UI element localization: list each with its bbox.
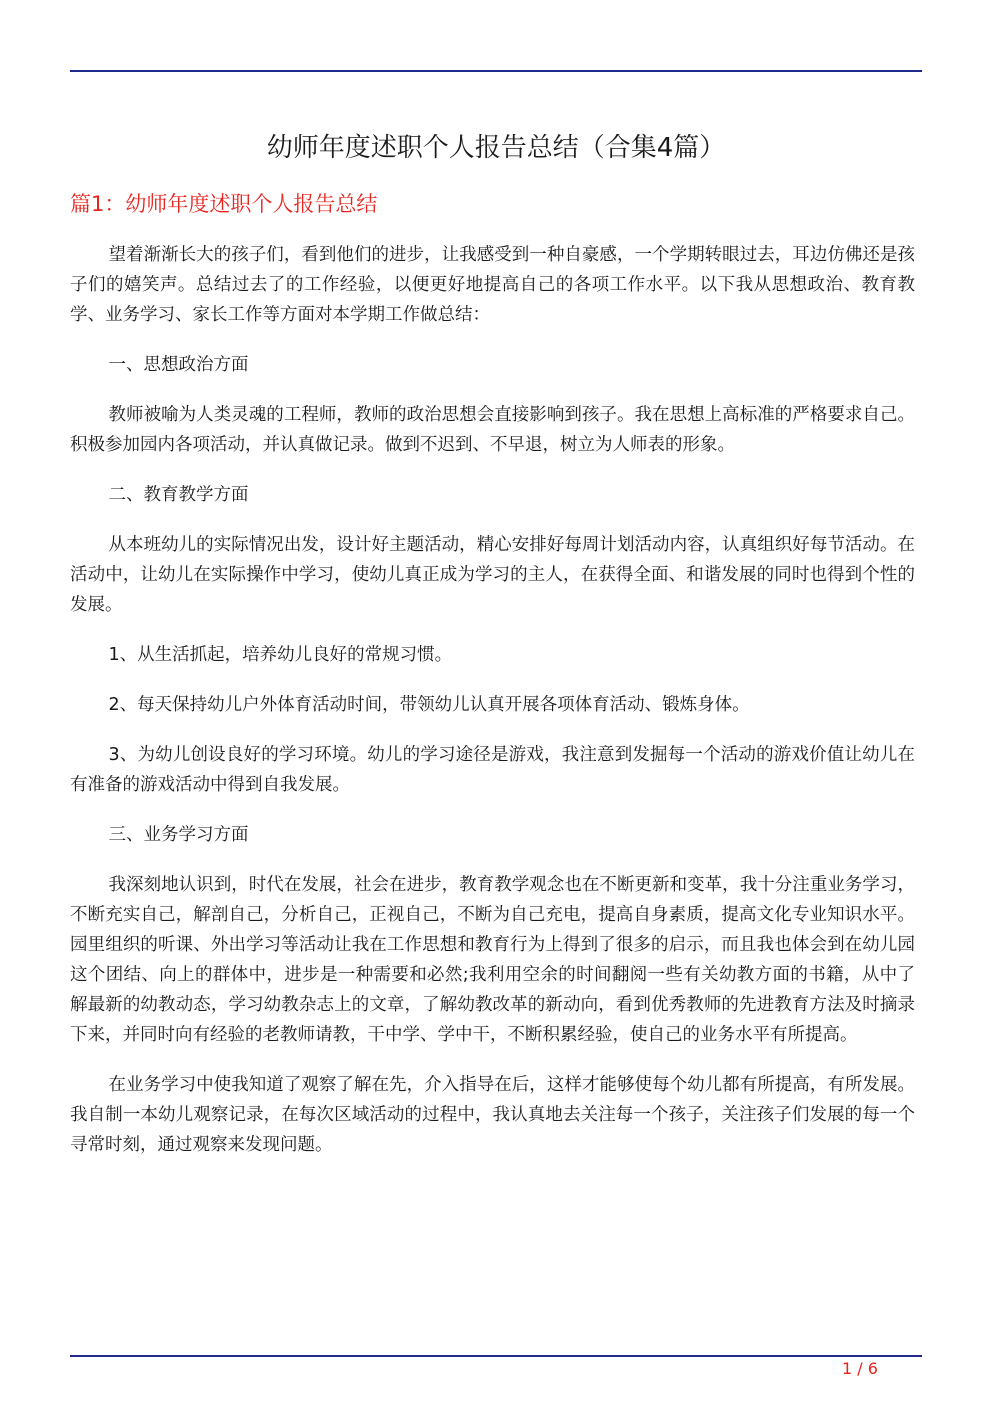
subheading: 三、业务学习方面 bbox=[108, 825, 249, 845]
bottom-rule bbox=[70, 1355, 922, 1357]
document-title: 幼师年度述职个人报告总结（合集4篇） bbox=[266, 133, 726, 163]
list-item: 1、从生活抓起，培养幼儿良好的常规习惯。 bbox=[108, 645, 453, 665]
subheading: 二、教育教学方面 bbox=[108, 485, 249, 505]
list-item: 3、为幼儿创设良好的学习环境。幼儿的学习途径是游戏，我注意到发掘每一个活动的游戏价值让幼儿在有准备的游戏活动中得到自我发展。 bbox=[70, 745, 915, 795]
document-body bbox=[70, 240, 915, 1180]
top-rule bbox=[70, 70, 922, 72]
paragraph: 从本班幼儿的实际情况出发，设计好主题活动，精心安排好每周计划活动内容，认真组织好每节活动。在活动中，让幼儿在实际操作中学习，使幼儿真正成为学习的主人，在获得全面、和谐发展的同时也得到个性的发展。 bbox=[70, 535, 915, 615]
section-title: 篇1：幼师年度述职个人报告总结 bbox=[70, 192, 378, 216]
subheading: 一、思想政治方面 bbox=[108, 355, 249, 375]
paragraph: 我深刻地认识到，时代在发展，社会在进步，教育教学观念也在不断更新和变革，我十分注重业务学习，不断充实自己，解剖自己，分析自己，正视自己，不断为自己充电，提高自身素质，提高文化专业知识水平。园里组织的听课、外出学习等活动让我在工作思想和教育行为上得到了很多的启示，而且我也体会到在幼儿园这个团结、向上的群体中，进步是一种需要和必然;我利用空余的时间翻阅一些有关幼教方面的书籍，从中了解最新的幼教动态，学习幼教杂志上的文章，了解幼教改革的新动向，看到优秀教师的先进教育方法及时摘录下来，并同时向有经验的老教师请教，干中学、学中干，不断积累经验，使自己的业务水平有所提高。 bbox=[70, 875, 915, 1045]
paragraph: 教师被喻为人类灵魂的工程师，教师的政治思想会直接影响到孩子。我在思想上高标准的严格要求自己。积极参加园内各项活动，并认真做记录。做到不迟到、不早退，树立为人师表的形象。 bbox=[70, 405, 915, 455]
page-number: 1 / 6 bbox=[842, 1359, 878, 1378]
paragraph: 在业务学习中使我知道了观察了解在先，介入指导在后，这样才能够使每个幼儿都有所提高，有所发展。我自制一本幼儿观察记录，在每次区域活动的过程中，我认真地去关注每一个孩子，关注孩子们发展的每一个寻常时刻，通过观察来发现问题。 bbox=[70, 1075, 915, 1155]
list-item: 2、每天保持幼儿户外体育活动时间，带领幼儿认真开展各项体育活动、锻炼身体。 bbox=[108, 695, 750, 715]
paragraph: 望着渐渐长大的孩子们，看到他们的进步，让我感受到一种自豪感，一个学期转眼过去，耳边仿佛还是孩子们的嬉笑声。总结过去了的工作经验，以便更好地提高自己的各项工作水平。以下我从思想政治、教育教学、业务学习、家长工作等方面对本学期工作做总结： bbox=[70, 245, 915, 325]
